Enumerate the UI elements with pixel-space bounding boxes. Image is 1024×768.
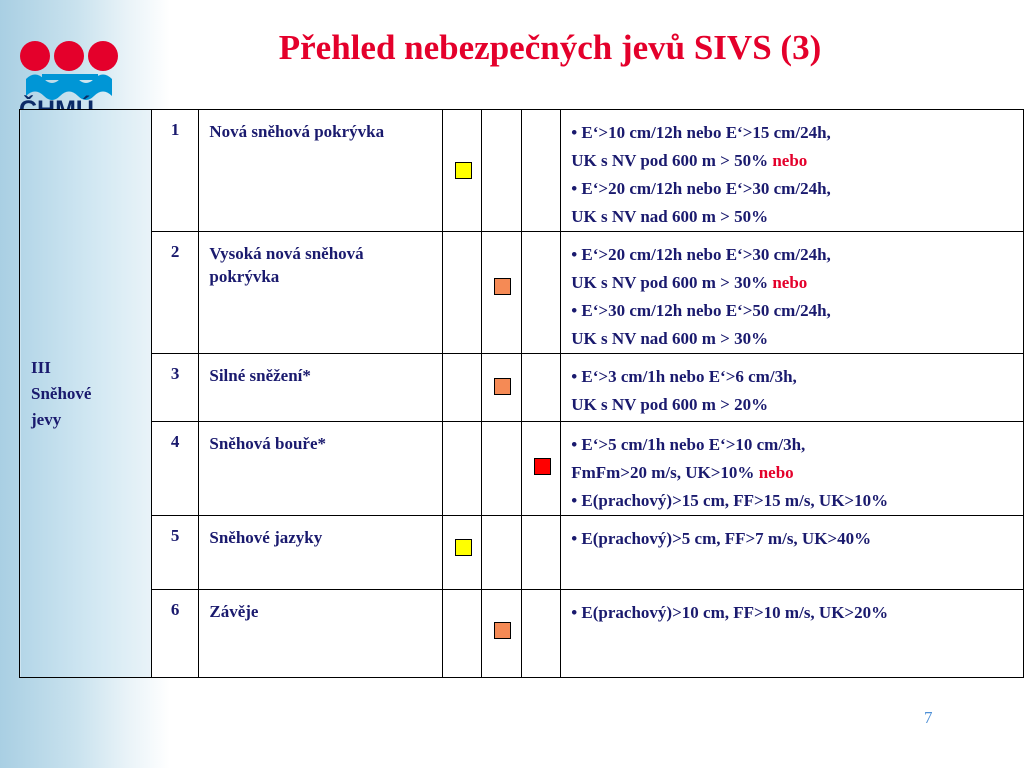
level-red-cell xyxy=(521,422,561,516)
criteria-line: UK s NV nad 600 m > 30% xyxy=(571,329,769,348)
criteria-line: UK s NV pod 600 m > 20% xyxy=(571,395,769,414)
criteria-line: • E‘>20 cm/12h nebo E‘>30 cm/24h, xyxy=(571,245,831,264)
level-yellow-cell xyxy=(442,110,482,232)
criteria-line: • E‘>30 cm/12h nebo E‘>50 cm/24h, xyxy=(571,301,831,320)
criteria-line: UK s NV pod 600 m > 50% nebo xyxy=(571,151,808,170)
criteria-cell xyxy=(561,590,1024,678)
row-number: 1 xyxy=(151,110,199,232)
page-title: Přehled nebezpečných jevů SIVS (3) xyxy=(278,28,822,67)
level-orange-cell xyxy=(482,354,522,422)
level-red-cell xyxy=(521,232,561,354)
table-row xyxy=(20,590,1024,678)
page-number: 7 xyxy=(924,708,933,727)
phenomenon-name: Silné sněžení* xyxy=(199,354,442,422)
table-row xyxy=(20,354,1024,422)
table-row xyxy=(20,422,1024,516)
row-number: 2 xyxy=(151,232,199,354)
criteria-line: • E‘>5 cm/1h nebo E‘>10 cm/3h, xyxy=(571,435,806,454)
yellow-warning-square-icon xyxy=(455,539,472,556)
level-red-cell xyxy=(521,516,561,590)
orange-warning-square-icon xyxy=(494,378,511,395)
row-number: 3 xyxy=(151,354,199,422)
category-code: III xyxy=(31,357,51,377)
criteria-line: • E(prachový)>10 cm, FF>10 m/s, UK>20% xyxy=(571,603,889,622)
row-number: 6 xyxy=(151,590,199,678)
level-yellow-cell xyxy=(442,232,482,354)
row-number: 5 xyxy=(151,516,199,590)
orange-warning-square-icon xyxy=(494,622,511,639)
level-yellow-cell xyxy=(442,516,482,590)
category-cell xyxy=(20,110,152,678)
table-row xyxy=(20,232,1024,354)
level-orange-cell xyxy=(482,422,522,516)
criteria-cell xyxy=(561,516,1024,590)
table-row xyxy=(20,110,1024,232)
row-number: 4 xyxy=(151,422,199,516)
table-row xyxy=(20,516,1024,590)
criteria-cell xyxy=(561,110,1024,232)
level-red-cell xyxy=(521,110,561,232)
criteria-cell xyxy=(561,422,1024,516)
category-line1: Sněhové xyxy=(31,383,92,403)
criteria-line: UK s NV nad 600 m > 50% xyxy=(571,207,769,226)
criteria-cell xyxy=(561,354,1024,422)
sivs-table xyxy=(19,109,1024,678)
phenomenon-name: Závěje xyxy=(199,590,442,678)
criteria-line: • E‘>3 cm/1h nebo E‘>6 cm/3h, xyxy=(571,367,797,386)
phenomenon-name: Vysoká nová sněhová pokrývka xyxy=(199,232,442,354)
category-line2: jevy xyxy=(31,409,62,429)
phenomenon-name: Sněhová bouře* xyxy=(199,422,442,516)
criteria-line: • E‘>20 cm/12h nebo E‘>30 cm/24h, xyxy=(571,179,831,198)
level-orange-cell xyxy=(482,110,522,232)
level-orange-cell xyxy=(482,516,522,590)
criteria-line: • E(prachový)>5 cm, FF>7 m/s, UK>40% xyxy=(571,529,872,548)
level-red-cell xyxy=(521,354,561,422)
phenomenon-name: Nová sněhová pokrývka xyxy=(199,110,442,232)
criteria-line: • E‘>10 cm/12h nebo E‘>15 cm/24h, xyxy=(571,123,831,142)
criteria-cell xyxy=(561,232,1024,354)
level-orange-cell xyxy=(482,232,522,354)
criteria-line: FmFm>20 m/s, UK>10% nebo xyxy=(571,463,794,482)
yellow-warning-square-icon xyxy=(455,162,472,179)
level-yellow-cell xyxy=(442,422,482,516)
criteria-line: • E(prachový)>15 cm, FF>15 m/s, UK>10% xyxy=(571,491,889,510)
criteria-line: UK s NV pod 600 m > 30% nebo xyxy=(571,273,808,292)
phenomenon-name: Sněhové jazyky xyxy=(199,516,442,590)
orange-warning-square-icon xyxy=(494,278,511,295)
level-yellow-cell xyxy=(442,354,482,422)
level-yellow-cell xyxy=(442,590,482,678)
level-red-cell xyxy=(521,590,561,678)
level-orange-cell xyxy=(482,590,522,678)
red-warning-square-icon xyxy=(534,458,551,475)
